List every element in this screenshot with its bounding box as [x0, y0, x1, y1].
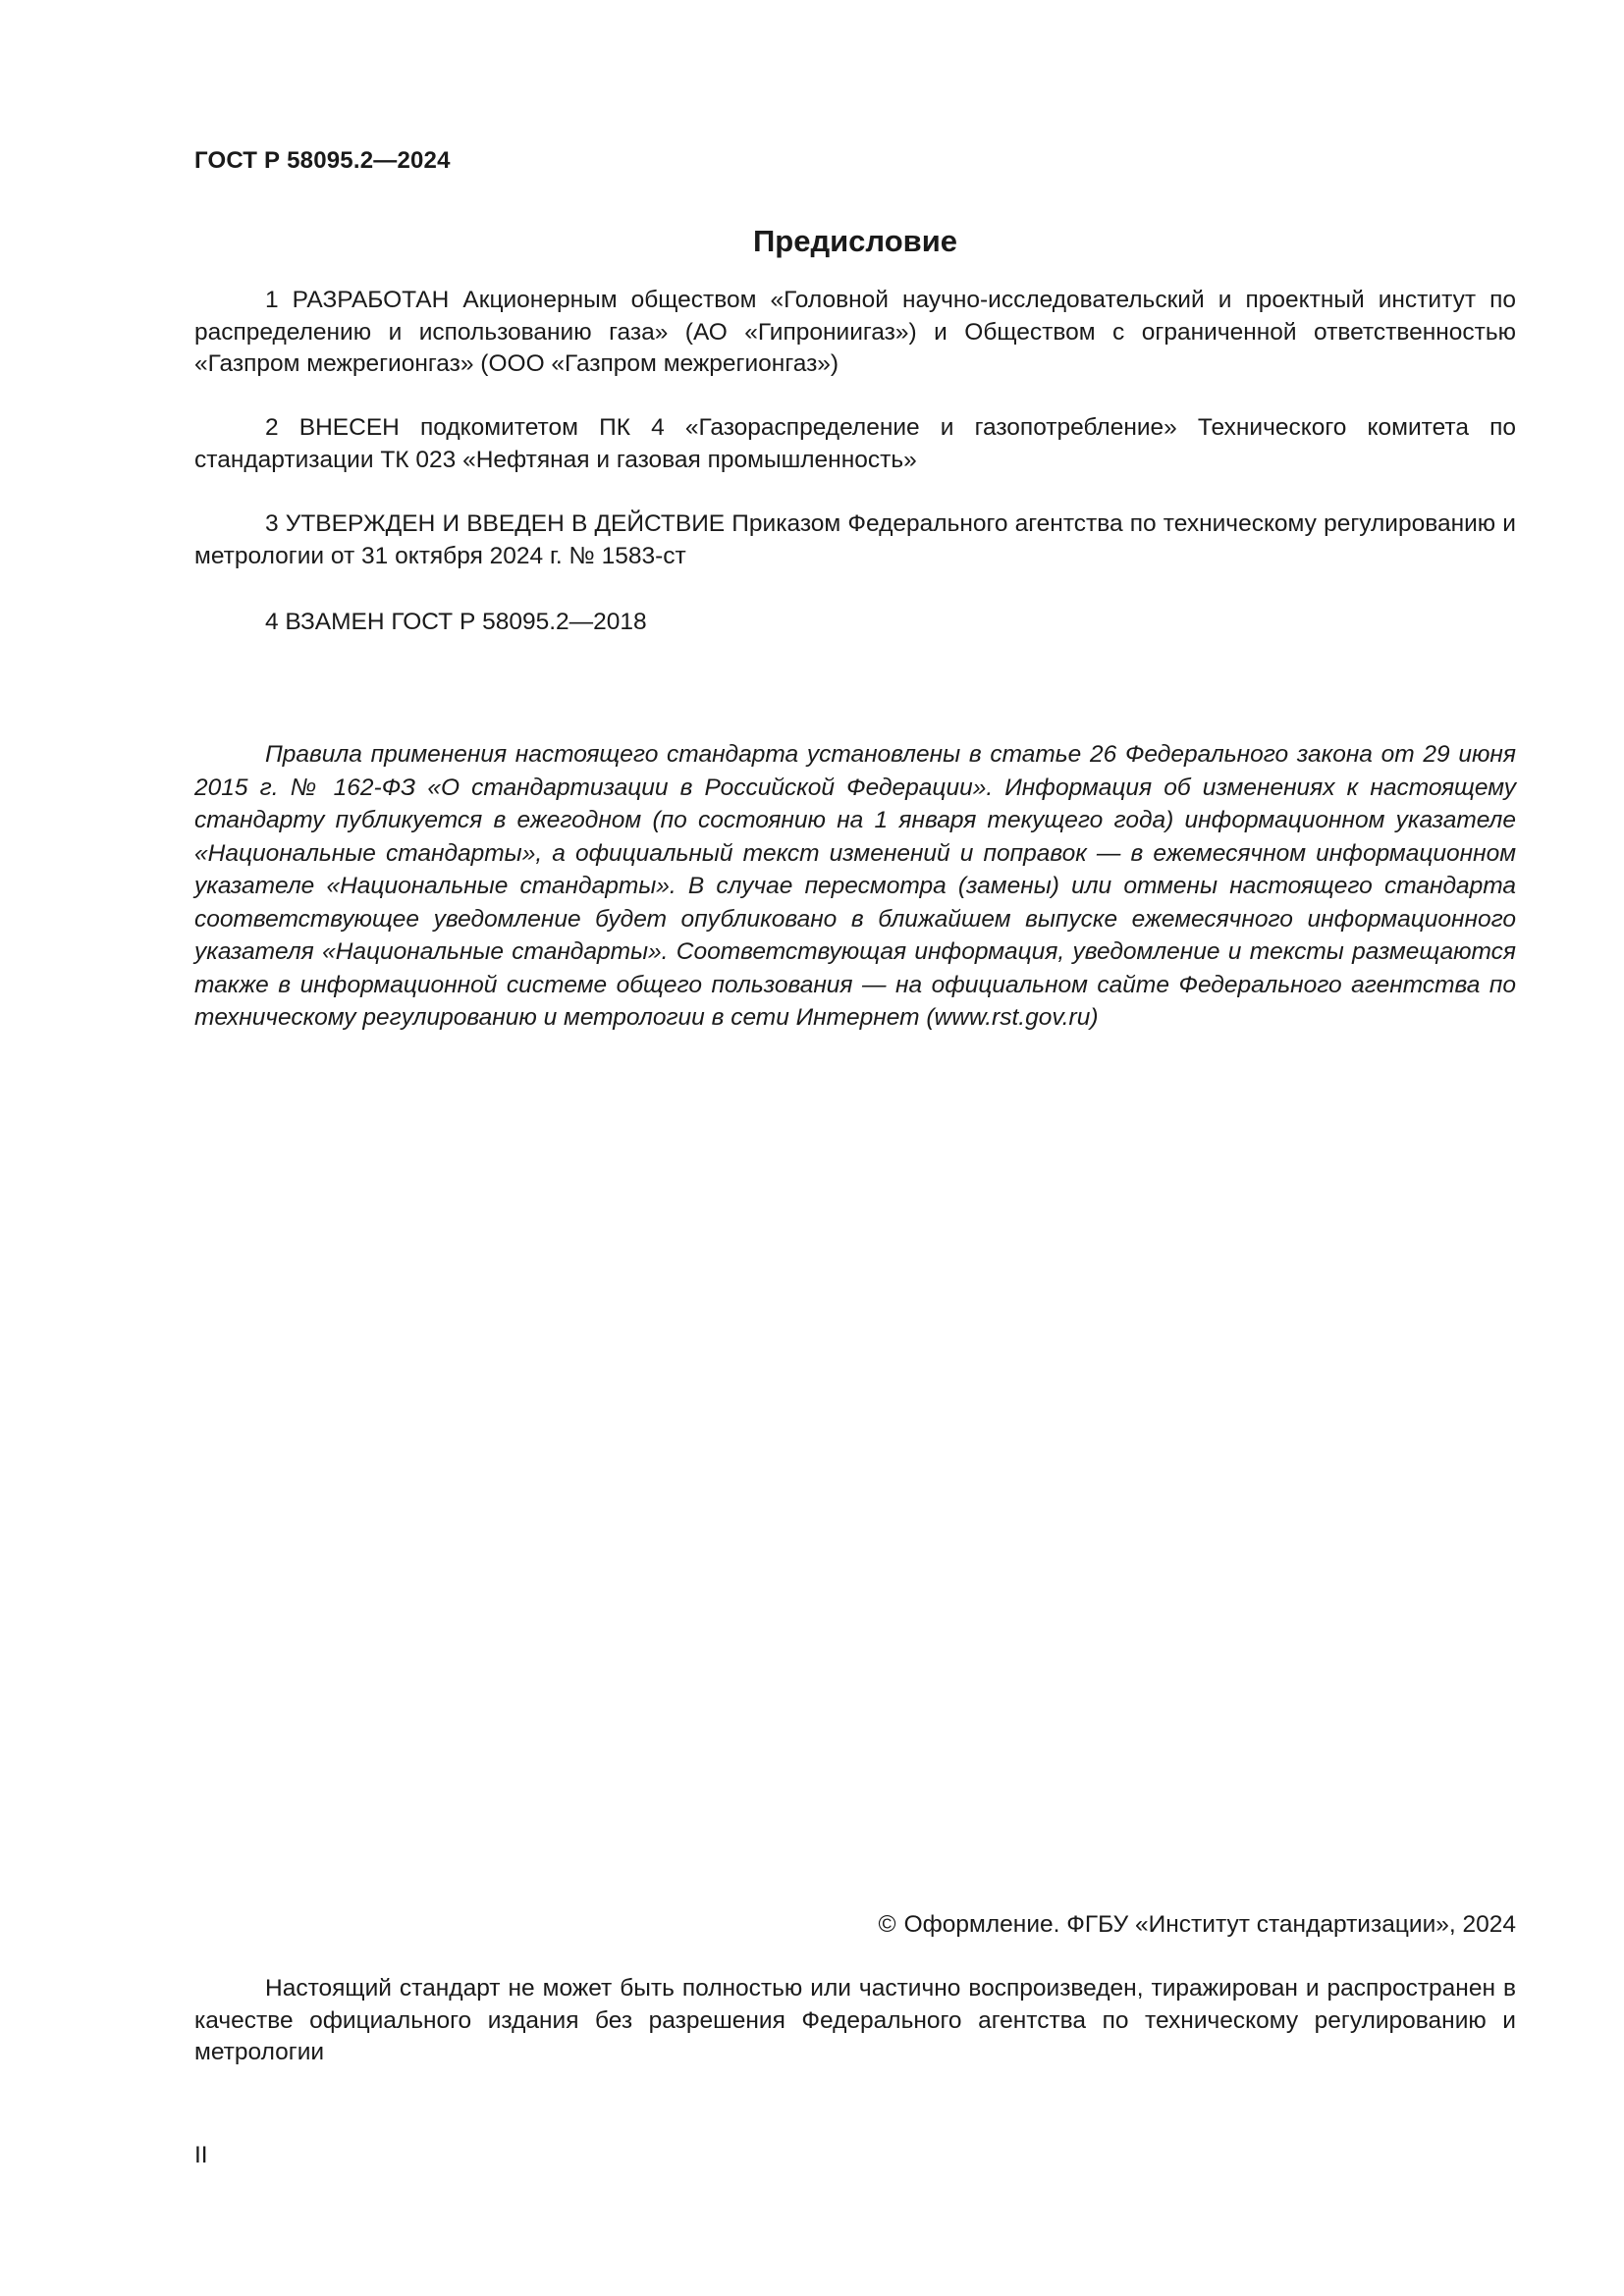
- foreword-item-replaces: 4 ВЗАМЕН ГОСТ Р 58095.2—2018: [265, 609, 647, 635]
- foreword-item-developed: 1 РАЗРАБОТАН Акционерным обществом «Головной научно-исследовательский и проектный институт по распределению и использованию газа» (АО «Гипрониигаз») и Обществом с ограниченной ответственностью «Газпром межрегионгаз» (ООО «Газпром межрегионгаз»): [194, 287, 1516, 377]
- page-title: Предисловие: [752, 224, 957, 258]
- foreword-item-submitted: 2 ВНЕСЕН подкомитетом ПК 4 «Газораспределение и газопотребление» Технического комитета по стандартизации ТК 023 «Нефтяная и газовая промышленность»: [194, 414, 1516, 473]
- standard-code: ГОСТ Р 58095.2—2024: [194, 147, 451, 174]
- copyright-line: [194, 1911, 1516, 1939]
- page-number: II: [194, 2142, 208, 2168]
- copyright-symbol: ©: [878, 1911, 896, 1938]
- foreword-item-approved: 3 УТВЕРЖДЕН И ВВЕДЕН В ДЕЙСТВИЕ Приказом Федерального агентства по техническому регулированию и метрологии от 31 октября 2024 г. № 1583-ст: [194, 510, 1516, 569]
- copyright-text: Оформление. ФГБУ «Институт стандартизации», 2024: [903, 1911, 1516, 1938]
- reproduction-notice: Настоящий стандарт не может быть полностью или частично воспроизведен, тиражирован и распространен в качестве официального издания без разрешения Федерального агентства по техническому регулированию и метрологии: [194, 1975, 1516, 2065]
- application-rules-note: Правила применения настоящего стандарта установлены в статье 26 Федерального закона от 29 июня 2015 г. № 162-ФЗ «О стандартизации в Российской Федерации». Информация об изменениях к настоящему стандарту публикуется в ежегодном (по состоянию на 1 января текущего года) информационном указателе «Национальные стандарты», а официальный текст изменений и поправок — в ежемесячном информационном указателе «Национальные стандарты». В случае пересмотра (замены) или отмены настоящего стандарта соответствующее уведомление будет опубликовано в ближайшем выпуске ежемесячного информационного указателя «Национальные стандарты». Соответствующая информация, уведомление и тексты размещаются также в информационной системе общего пользования — на официальном сайте Федерального агентства по техническому регулированию и метрологии в сети Интернет (www.rst.gov.ru): [194, 741, 1516, 1031]
